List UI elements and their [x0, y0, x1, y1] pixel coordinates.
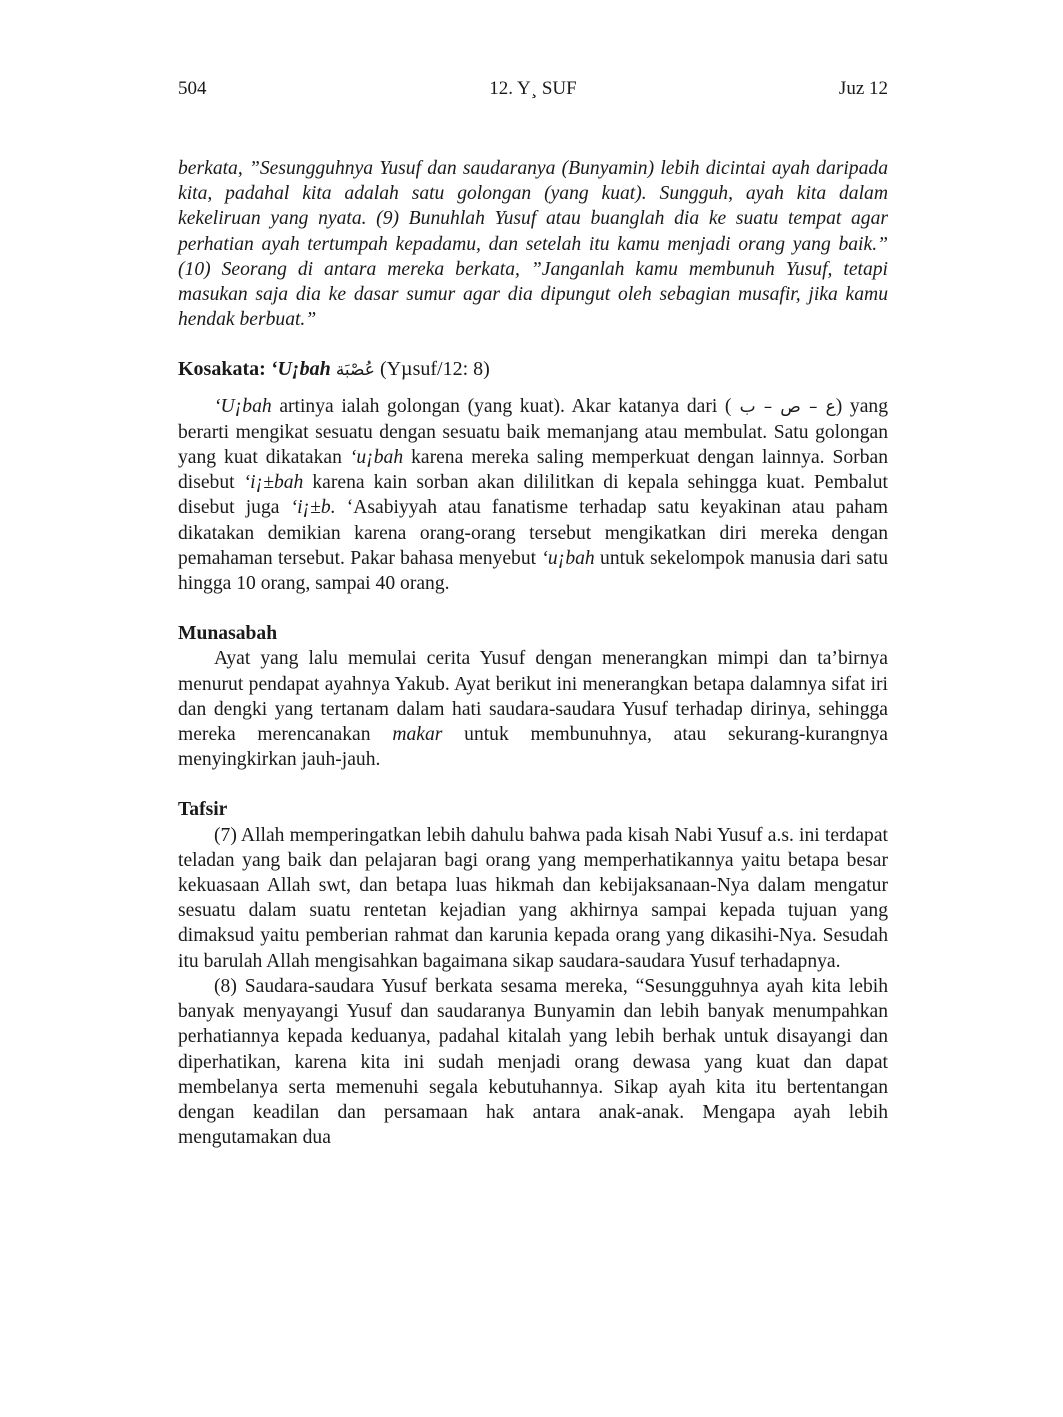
page-number: 504: [178, 78, 207, 99]
text-segment: karena kain sorban akan dililitkan di kepala sehingga kuat. Pembalut disebut juga: [178, 472, 888, 519]
munasabah-paragraph: [178, 646, 888, 772]
text-segment: Ayat yang lalu memulai cerita Yusuf dengan menerangkan mimpi dan ta’birnya menurut pendapat ayahnya Yakub. Ayat berikut ini menerangkan betapa dalamnya sifat iri dan dengki yang tertanam dalam hati saudara-saudara Yusuf terhadap dirinya, sehingga mereka merencanakan: [178, 648, 888, 746]
munasabah-heading: Munasabah: [178, 623, 278, 645]
term-usbah-2: ‘u¡bah: [541, 547, 595, 569]
kosakata-label: Kosakata:: [178, 358, 266, 381]
tafsir-heading: Tafsir: [178, 799, 228, 821]
text-segment: artinya ialah golongan (yang kuat). Akar katanya dari (: [271, 395, 732, 417]
page-body: [178, 156, 888, 1150]
text-segment: karena mereka saling memperkuat dengan lainnya. Sorban disebut: [178, 447, 888, 494]
tafsir-paragraph-8: (8) Saudara-saudara Yusuf berkata sesama mereka, “Sesungguhnya ayah kita lebih banyak menyayangi Yusuf dan saudaranya Bunyamin dan lebih banyak menumpahkan perhatiannya kepada keduanya, padahal kitalah yang lebih berhak untuk disayangi dan diperhatikan, karena kita ini sudah menjadi orang dewasa yang kuat dan dapat membelanya serta memenuhi segala kebutuhannya. Sikap ayah kita itu bertentangan dengan keadilan dan persamaan hak antara anak-anak. Mengapa ayah lebih mengutamakan dua: [178, 975, 888, 1149]
term-usbah: ‘u¡bah: [349, 447, 404, 469]
text-segment: ‘Asabiyyah atau fanatisme terhadap satu keyakinan atau paham dikatakan demikian karena orang-orang tersebut mengikatkan diri mereka dengan pemahaman tersebut. Pakar bahasa menyebut: [178, 497, 888, 569]
term-isabah: ‘i¡±bah: [243, 472, 304, 494]
term-isab: ‘i¡±b.: [290, 497, 336, 519]
page-header: [178, 76, 888, 102]
kosakata-ref: (Yµsuf/12: 8): [379, 358, 490, 381]
kosakata-paragraph: [178, 394, 888, 597]
text-segment: untuk membunuhnya, atau sekurang-kurangnya menyingkirkan jauh-jauh.: [178, 724, 888, 771]
juz-label: Juz 12: [838, 78, 888, 99]
text-segment: ) yang berarti mengikat sesuatu dengan sesuatu baik memanjang atau membulat. Satu golongan yang kuat dikatakan: [178, 395, 888, 469]
arabic-root: ع – ص – ب: [731, 396, 836, 417]
kosakata-heading: [178, 357, 888, 383]
term-ubah: ‘U¡bah: [214, 395, 272, 417]
kosakata-term: ‘U¡bah: [270, 358, 331, 381]
text-segment: untuk sekelompok manusia dari satu hingga 10 orang, sampai 40 orang.: [178, 547, 888, 595]
tafsir-paragraph-7: (7) Allah memperingatkan lebih dahulu bahwa pada kisah Nabi Yusuf a.s. ini terdapat teladan yang baik dan pelajaran bagi orang yang memperhatikannya yaitu betapa besar kekuasaan Allah swt, dan betapa luas hikmah dan kebijaksanaan-Nya dalam mengatur sesuatu dalam suatu rentetan kejadian yang akhirnya sampai kepada tujuan yang dimaksud yaitu pemberian rahmat dan karunia kepada orang yang dikasihi-Nya. Sesudah itu barulah Allah mengisahkan bagaimana sikap saudara-saudara Yusuf terhadapnya.: [178, 824, 888, 972]
chapter-title: 12. Y¸ SUF: [489, 78, 577, 99]
term-makar: makar: [392, 724, 443, 746]
translation-paragraph: berkata, ”Sesungguhnya Yusuf dan saudaranya (Bunyamin) lebih dicintai ayah daripada kita, padahal kita adalah satu golongan (yang kuat). Sungguh, ayah kita dalam kekeliruan yang nyata. (9) Bunuhlah Yusuf atau buanglah dia ke suatu tempat agar perhatian ayah tertumpah kepadamu, dan setelah itu kamu menjadi orang yang baik.” (10) Seorang di antara mereka berkata, ”Janganlah kamu membunuh Yusuf, tetapi masukan saja dia ke dasar sumur agar dia dipungut oleh sebagian musafir, jika kamu hendak berbuat.”: [178, 158, 888, 331]
kosakata-arabic: عُصْبَة: [335, 360, 375, 381]
